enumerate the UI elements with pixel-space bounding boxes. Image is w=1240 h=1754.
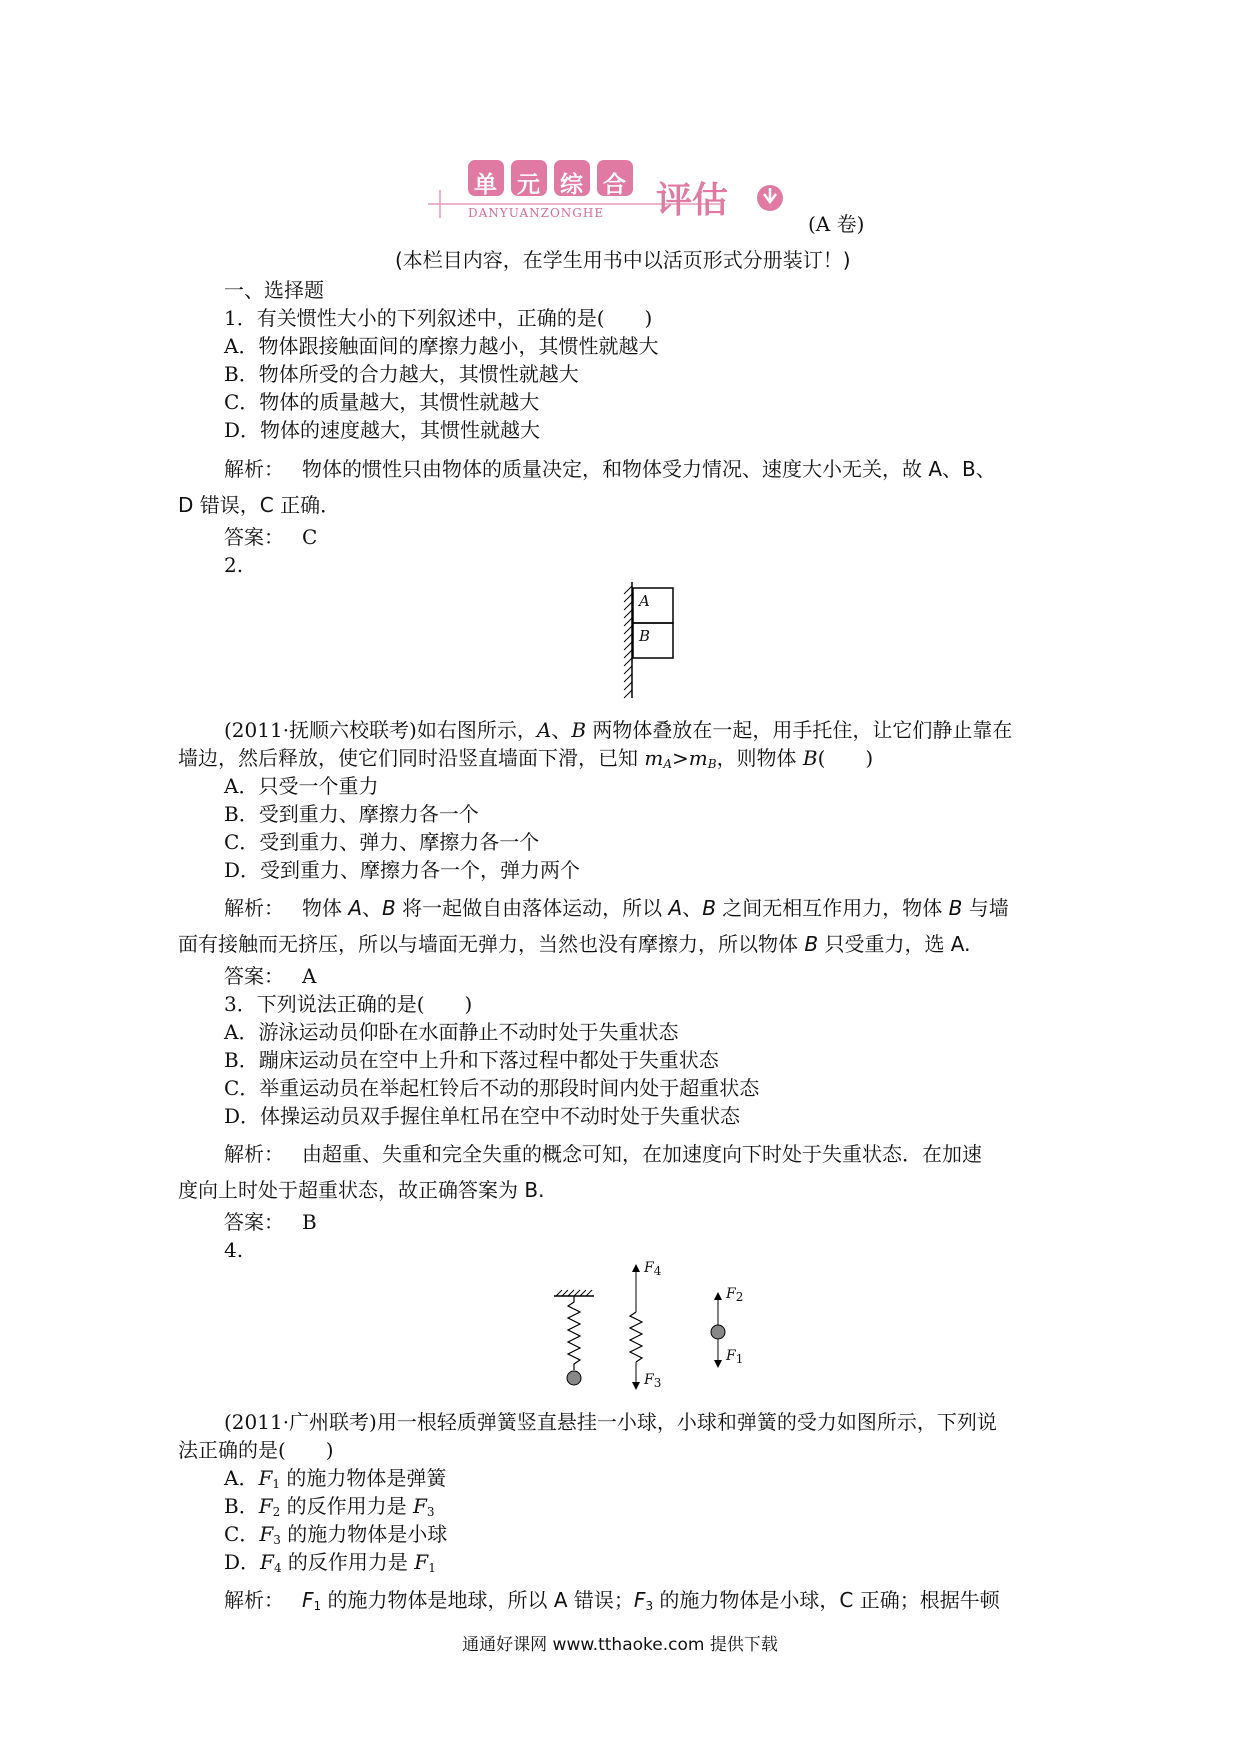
- q1-option-b: B．物体所受的合力越大，其惯性就越大: [224, 362, 579, 386]
- q2-stem-part: ( ): [817, 746, 874, 770]
- q2-mass-a: m: [644, 746, 664, 770]
- q4-force-symbol: F: [633, 1588, 646, 1612]
- banner-char-4: 合: [603, 172, 626, 198]
- q4-force-symbol: F: [302, 1588, 314, 1612]
- q4-option-text: 的施力物体是弹簧: [279, 1466, 447, 1490]
- q4-option-d: [224, 1548, 436, 1582]
- q2-analysis-part: 、: [682, 896, 703, 920]
- q2-stem-part: ，则物体: [716, 746, 803, 770]
- q2-mass-b-sub: B: [707, 757, 717, 771]
- q4-fig-sub: 1: [735, 1352, 744, 1366]
- page-footer: 通通好课网 www.tthaoke.com 提供下载: [462, 1635, 778, 1655]
- q4-figure-spring-forces: [540, 1260, 760, 1396]
- banner-pinyin: DANYUANZONGHE: [468, 206, 605, 220]
- q2-answer-label: 答案：: [224, 964, 284, 988]
- q2-analysis-part: 之间无相互作用力，物体: [715, 896, 949, 920]
- q2-analysis-line2: [178, 930, 971, 958]
- q2-analysis-label: 解析：: [224, 896, 284, 920]
- q3-answer-label: 答案：: [224, 1210, 284, 1234]
- q3-answer-value: B: [302, 1210, 317, 1234]
- q1-option-d: D．物体的速度越大，其惯性就越大: [224, 418, 541, 442]
- q4-stem-line2: 法正确的是( ): [178, 1438, 334, 1462]
- q2-analysis-part: 、: [362, 896, 383, 920]
- q4-force-sub: 4: [273, 1561, 282, 1575]
- q1-option-c: C．物体的质量越大，其惯性就越大: [224, 390, 540, 414]
- q4-fig-sub: 4: [653, 1264, 662, 1278]
- q2-analysis-var: A: [348, 896, 363, 920]
- q2-option-d: D．受到重力、摩擦力各一个，弹力两个: [224, 858, 581, 882]
- q4-option-text: 的施力物体是小球: [280, 1522, 448, 1546]
- q3-option-b: B．蹦床运动员在空中上升和下落过程中都处于失重状态: [224, 1048, 719, 1072]
- q4-fig-f: F: [644, 1372, 654, 1388]
- q4-fig-sub: 2: [735, 1290, 744, 1304]
- q3-answer: [224, 1208, 317, 1236]
- q4-stem-line1: (2011·广州联考)用一根轻质弹簧竖直悬挂一小球，小球和弹簧的受力如图所示，下列说: [224, 1410, 997, 1434]
- q2-var-b: B: [571, 718, 587, 742]
- q3-stem: 3．下列说法正确的是( ): [224, 992, 473, 1016]
- q4-option-text: 的反作用力是: [280, 1494, 413, 1518]
- banner-char-2: 元: [517, 172, 540, 198]
- q4-force-symbol: F: [259, 1522, 274, 1546]
- q2-stem-part: 、: [551, 718, 572, 742]
- q2-analysis-var: B: [804, 932, 819, 956]
- q4-force-sub: 3: [645, 1599, 654, 1613]
- q4-force-symbol: F: [258, 1494, 273, 1518]
- q2-analysis-var: B: [702, 896, 716, 920]
- q4-fig-f: F: [644, 1260, 654, 1276]
- q3-analysis-label: 解析：: [224, 1142, 284, 1166]
- q2-stem-part: (2011·抚顺六校联考)如右图所示，: [224, 718, 537, 742]
- q2-gt-sign: >: [672, 746, 689, 770]
- q1-answer-value: C: [302, 525, 318, 549]
- q2-answer: [224, 962, 316, 990]
- q4-fig-label-f1: [726, 1348, 743, 1366]
- q2-analysis-var: B: [948, 896, 963, 920]
- q1-answer: [224, 523, 317, 551]
- q3-analysis-line1: [224, 1140, 982, 1168]
- q2-analysis-var: B: [382, 896, 396, 920]
- q4-force-sub: 1: [272, 1477, 280, 1491]
- q2-mass-a-sub: A: [663, 757, 672, 771]
- q3-option-c: C．举重运动员在举起杠铃后不动的那段时间内处于超重状态: [224, 1076, 760, 1100]
- q4-force-sub: 1: [428, 1561, 436, 1575]
- q1-analysis-label: 解析：: [224, 457, 284, 481]
- q2-var-b: B: [802, 746, 818, 770]
- q2-option-b: B．受到重力、摩擦力各一个: [224, 802, 479, 826]
- q2-stem-part: 两物体叠放在一起，用手托住，让它们静止靠在: [586, 718, 1013, 742]
- q4-option-prefix: A．: [224, 1466, 259, 1490]
- q4-option-text: 的反作用力是: [281, 1550, 415, 1574]
- q4-analysis-line1: [224, 1586, 1000, 1620]
- q1-answer-label: 答案：: [224, 525, 284, 549]
- banner-title: 评估: [656, 180, 729, 221]
- q4-analysis-label: 解析：: [224, 1588, 284, 1612]
- q3-option-d: D．体操运动员双手握住单杠吊在空中不动时处于失重状态: [224, 1104, 741, 1128]
- q4-force-sub: 2: [272, 1505, 281, 1519]
- q2-analysis-part: 只受重力，选 A.: [818, 932, 971, 956]
- q4-analysis-part: 的施力物体是小球，C 正确；根据牛顿: [653, 1588, 1000, 1612]
- banner-char-1: 单: [474, 172, 497, 198]
- q2-analysis-part: 面有接触而无挤压，所以与墙面无弹力，当然也没有摩擦力，所以物体: [178, 932, 805, 956]
- q4-force-symbol: F: [412, 1494, 427, 1518]
- q2-fig-label-a: A: [639, 592, 650, 610]
- q2-figure-wall-blocks: [610, 580, 690, 700]
- q2-number: 2.: [224, 553, 244, 577]
- q2-answer-value: A: [302, 964, 317, 988]
- q2-fig-label-b: B: [639, 627, 651, 645]
- q2-option-a: A．只受一个重力: [224, 774, 379, 798]
- q4-fig-label-f3: [644, 1372, 661, 1390]
- q4-number: 4.: [224, 1238, 244, 1262]
- q2-var-a: A: [536, 718, 552, 742]
- q1-stem: 1．有关惯性大小的下列叙述中，正确的是( ): [224, 306, 653, 330]
- unit-banner: [420, 150, 840, 230]
- section-title: 一、选择题: [224, 278, 324, 302]
- q1-analysis-line1: [224, 455, 996, 483]
- q4-force-sub: 1: [313, 1599, 322, 1613]
- q3-option-a: A．游泳运动员仰卧在水面静止不动时处于失重状态: [224, 1020, 679, 1044]
- banner-char-3: 综: [560, 172, 583, 198]
- q1-analysis-text: 物体的惯性只由物体的质量决定，和物体受力情况、速度大小无关，故 A、B、: [302, 457, 996, 481]
- q4-fig-sub: 3: [653, 1376, 662, 1390]
- q1-option-a: A．物体跟接触面间的摩擦力越小，其惯性就越大: [224, 334, 659, 358]
- q4-option-prefix: C．: [224, 1522, 260, 1546]
- q2-mass-b: m: [688, 746, 708, 770]
- q4-fig-label-f4: [644, 1260, 661, 1278]
- q2-analysis-line1: [224, 894, 1009, 922]
- notice-text: (本栏目内容，在学生用书中以活页形式分册装订！): [395, 248, 851, 272]
- q4-force-symbol: F: [258, 1466, 273, 1490]
- q2-analysis-part: 物体: [302, 896, 349, 920]
- q4-fig-label-f2: [726, 1286, 743, 1304]
- q4-force-symbol: F: [414, 1550, 429, 1574]
- q2-analysis-part: 与墙: [962, 896, 1009, 920]
- q3-analysis-line2: 度向上时处于超重状态，故正确答案为 B.: [178, 1178, 545, 1202]
- q1-analysis-line2: D 错误，C 正确．: [178, 493, 341, 517]
- q2-stem-line1: [224, 716, 1012, 744]
- q4-analysis-part: 的施力物体是地球，所以 A 错误；: [321, 1588, 634, 1612]
- q4-fig-f: F: [726, 1348, 736, 1364]
- q2-stem-part: 墙边，然后释放，使它们同时沿竖直墙面下滑，已知: [178, 746, 645, 770]
- q4-force-sub: 3: [273, 1533, 281, 1547]
- volume-label: (A 卷): [808, 212, 865, 236]
- q4-fig-f: F: [726, 1286, 736, 1302]
- q2-option-c: C．受到重力、弹力、摩擦力各一个: [224, 830, 540, 854]
- q4-force-symbol: F: [260, 1550, 274, 1574]
- q4-force-sub: 3: [426, 1505, 435, 1519]
- q3-analysis-text: 由超重、失重和完全失重的概念可知，在加速度向下时处于失重状态．在加速: [302, 1142, 982, 1166]
- q2-analysis-var: A: [668, 896, 683, 920]
- q2-analysis-part: 将一起做自由落体运动，所以: [395, 896, 669, 920]
- q4-option-prefix: D．: [224, 1550, 261, 1574]
- q4-option-prefix: B．: [224, 1494, 259, 1518]
